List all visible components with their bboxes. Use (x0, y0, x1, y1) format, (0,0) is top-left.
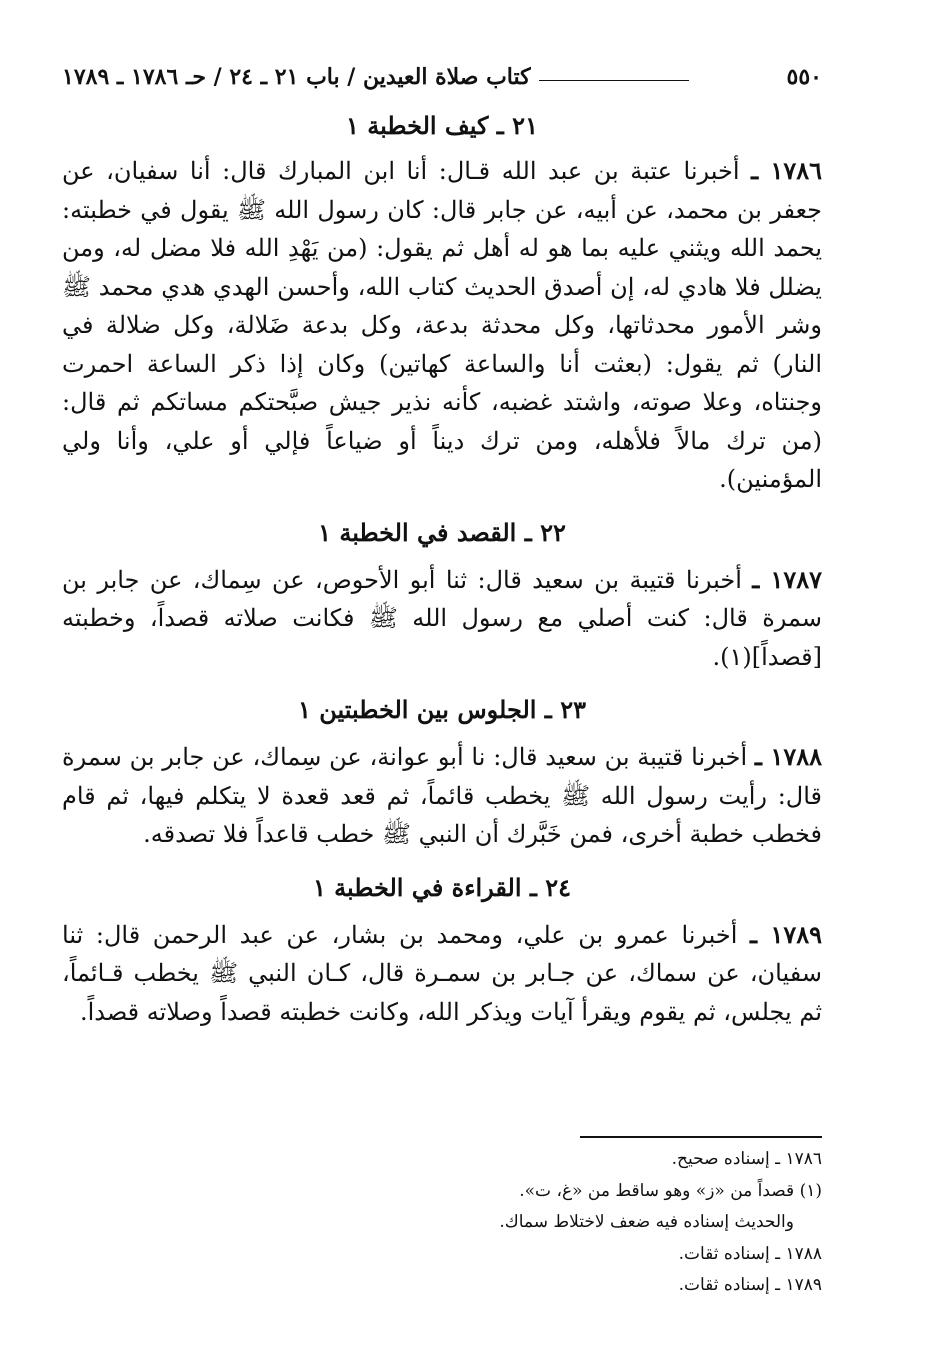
running-title: كتاب صلاة العيدين / باب ٢١ ـ ٢٤ / حـ ١٧٨٦ ـ ١٧٨٩ (62, 64, 531, 90)
hadith-text: أخبرنا قتيبة بن سعيد قال: نا أبو عوانة، عن سِماك، عن جابر بن سمرة قال: رأيت رسول الله ﷺ يخطب قائماً، ثم قعد قعدة لا يتكلم فيها، ثم قام فخطب خطبة أخرى، فمن خَبَّرك أن النبي ﷺ خطب قاعداً فلا تصدقه. (62, 743, 822, 848)
hadith-number: ١٧٨٩ ـ (750, 919, 822, 949)
footnote: (١) قصداً من «ز» وهو ساقط من «غ، ت». (519, 1180, 822, 1201)
hadith-number: ١٧٨٨ ـ (754, 742, 822, 771)
running-title-wrap (62, 60, 689, 94)
chapter-heading: ٢١ ـ كيف الخطبة ١ (346, 111, 538, 140)
hadith-paragraph (62, 738, 822, 854)
hadith-paragraph (62, 152, 822, 499)
hadith-text: أخبرنا عتبة بن عبد الله قـال: أنا ابن المبارك قال: أنا سفيان، عن جعفر بن محمد، عن أبيه، عن جابر قال: كان رسول الله ﷺ يقول في خطبته: يحمد الله ويثني عليه بما هو له أهل ثم يقول: (من يَهْدِ الله فلا مضل له، ومن يضلل فلا هادي له، إن أصدق الحديث كتاب الله، وأحسن الهدي هدي محمد ﷺ وشر الأمور محدثاتها، وكل محدثة بدعة، وكل بدعة ضَلالة، وكل ضلالة في النار) ثم يقول: (بعثت أنا والساعة كهاتين) وكان إذا ذكر الساعة احمرت وجنتاه، وعلا صوته، واشتد غضبه، كأنه نذير جيش صبَّحتكم مساتكم ثم قال: (من ترك مالاً فلأهله، ومن ترك ديناً أو ضياعاً فإلي أو علي، وأنا ولي المؤمنين). (62, 157, 823, 493)
hadith-number: ١٧٨٧ ـ (752, 564, 823, 594)
hadith-paragraph (62, 916, 822, 1032)
book-page (62, 60, 822, 1031)
header-rule (539, 80, 689, 81)
page-number: ٥٥٠ (786, 64, 822, 90)
hadith-paragraph (62, 561, 822, 677)
footnote: ١٧٨٦ ـ إسناده صحيح. (671, 1149, 822, 1169)
hadith-number: ١٧٨٦ ـ (751, 156, 822, 185)
running-header (62, 60, 822, 94)
hadith-text: أخبرنا عمرو بن علي، ومحمد بن بشار، عن عبد الرحمن قال: ثنا سفيان، عن سماك، عن جـابر بن سمـرة قال، كـان النبي ﷺ يخطب قـائماً، ثم يجلس، ثم يقوم ويقرأ آيات ويذكر الله، وكانت خطبته قصداً وصلاته قصداً. (62, 920, 822, 1026)
footnote: ١٧٨٨ ـ إسناده ثقات. (678, 1243, 822, 1264)
chapter-heading: ٢٤ ـ القراءة في الخطبة ١ (312, 872, 572, 902)
footnote: ١٧٨٩ ـ إسناده ثقات. (678, 1275, 822, 1295)
chapter-heading: ٢٢ ـ القصد في الخطبة ١ (318, 517, 566, 547)
hadith-text: أخبرنا قتيبة بن سعيد قال: ثنا أبو الأحوص، عن سِماك، عن جابر بن سمرة قال: كنت أصلي مع رسول الله ﷺ فكانت صلاته قصداً، وخطبته [قصداً](١). (62, 565, 822, 671)
footnotes (108, 1136, 822, 1302)
chapter-heading: ٢٣ ـ الجلوس بين الخطبتين ١ (298, 695, 586, 724)
footnote: والحديث إسناده فيه ضعف لاختلاط سماك. (499, 1212, 794, 1232)
